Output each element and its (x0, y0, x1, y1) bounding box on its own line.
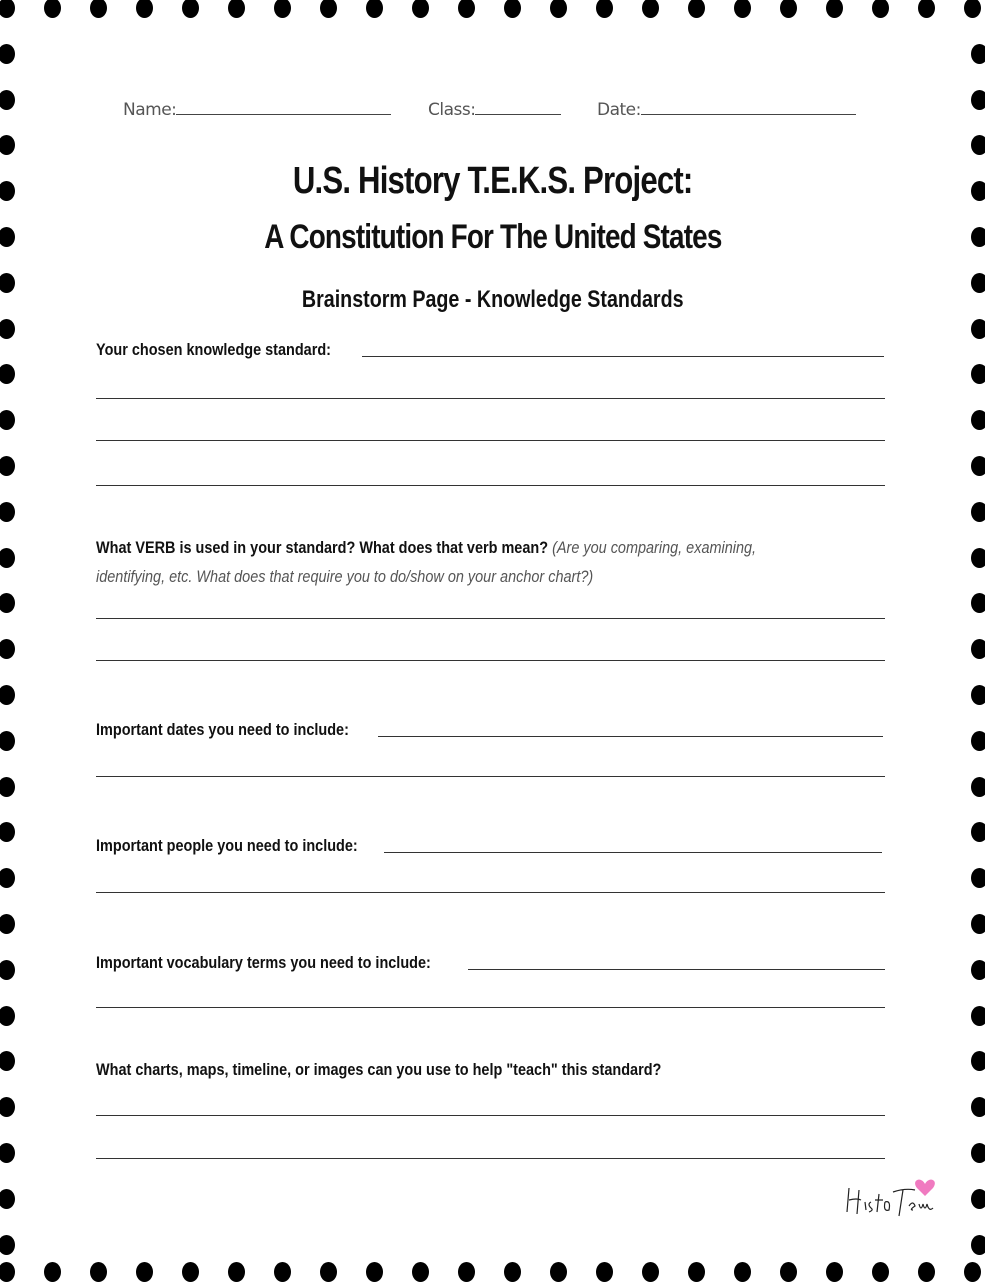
border-dot (688, 0, 705, 18)
border-dot (0, 731, 15, 751)
question-vocabulary: Important vocabulary terms you need to include: (96, 953, 431, 972)
border-dot (971, 960, 985, 980)
border-dot (780, 1262, 797, 1282)
border-dot (0, 44, 15, 64)
border-dot (0, 90, 15, 110)
border-dot (366, 1262, 383, 1282)
border-dot (971, 1235, 985, 1255)
border-dot (971, 44, 985, 64)
border-dot (971, 868, 985, 888)
border-dot (44, 1262, 61, 1282)
border-dot (971, 1143, 985, 1163)
border-dot (504, 0, 521, 18)
class-label: Class: (428, 100, 476, 120)
border-dot (971, 364, 985, 384)
answer-line[interactable] (384, 852, 882, 853)
border-dot (971, 1051, 985, 1071)
answer-line[interactable] (96, 892, 885, 893)
border-dot (366, 0, 383, 18)
histoteam-logo (835, 1172, 945, 1222)
border-dot (688, 1262, 705, 1282)
name-label: Name: (123, 100, 177, 120)
answer-line[interactable] (96, 618, 885, 619)
question-dates: Important dates you need to include: (96, 720, 349, 739)
section-title: Brainstorm Page - Knowledge Standards (301, 286, 684, 313)
border-dot (0, 410, 15, 430)
border-dot (872, 0, 889, 18)
border-dot (412, 0, 429, 18)
question-text: What VERB is used in your standard? What does that verb mean? (96, 538, 549, 557)
border-dot (0, 319, 15, 339)
answer-line[interactable] (362, 356, 884, 357)
border-dot (0, 1143, 15, 1163)
answer-line[interactable] (96, 1115, 885, 1116)
border-dot (44, 0, 61, 18)
border-dot (971, 135, 985, 155)
border-dot (136, 1262, 153, 1282)
border-dot (971, 410, 985, 430)
answer-line[interactable] (468, 969, 885, 970)
border-dot (0, 914, 15, 934)
border-dot (0, 548, 15, 568)
border-dot (971, 639, 985, 659)
border-dot (0, 1097, 15, 1117)
border-dot (0, 777, 15, 797)
border-dot (0, 1189, 15, 1209)
border-dot (0, 822, 15, 842)
border-dot (971, 731, 985, 751)
border-dot (228, 1262, 245, 1282)
question-hint: identifying, etc. What does that require you to do/show on your anchor chart?) (96, 567, 594, 586)
border-dot (0, 1051, 15, 1071)
border-dot (320, 1262, 337, 1282)
border-dot (504, 1262, 521, 1282)
border-dot (412, 1262, 429, 1282)
border-dot (0, 0, 15, 18)
answer-line[interactable] (96, 1007, 885, 1008)
border-dot (971, 685, 985, 705)
border-dot (458, 1262, 475, 1282)
border-dot (0, 1235, 15, 1255)
border-dot (0, 1006, 15, 1026)
border-dot (596, 1262, 613, 1282)
border-dot (136, 0, 153, 18)
date-label: Date: (597, 100, 641, 120)
class-field[interactable] (428, 100, 561, 120)
border-dot (971, 90, 985, 110)
border-dot (964, 1262, 981, 1282)
signature-logo-icon (835, 1172, 945, 1222)
border-dot (550, 1262, 567, 1282)
border-dot (550, 0, 567, 18)
border-dot (826, 1262, 843, 1282)
border-dot (964, 0, 981, 18)
answer-line[interactable] (96, 1158, 885, 1159)
border-dot (971, 777, 985, 797)
answer-line[interactable] (96, 660, 885, 661)
border-dot (826, 0, 843, 18)
border-dot (971, 319, 985, 339)
name-field[interactable] (123, 100, 391, 120)
border-dot (642, 1262, 659, 1282)
border-dot (918, 1262, 935, 1282)
border-dot (0, 364, 15, 384)
border-dot (734, 0, 751, 18)
border-dot (274, 0, 291, 18)
border-dot (228, 0, 245, 18)
border-dot (780, 0, 797, 18)
border-dot (971, 1006, 985, 1026)
border-dot (971, 1097, 985, 1117)
border-dot (918, 0, 935, 18)
border-dot (90, 0, 107, 18)
border-dot (872, 1262, 889, 1282)
border-dot (0, 1262, 15, 1282)
border-dot (971, 548, 985, 568)
border-dot (458, 0, 475, 18)
question-knowledge-standard: Your chosen knowledge standard: (96, 340, 331, 359)
border-dot (0, 456, 15, 476)
border-dot (0, 639, 15, 659)
border-dot (320, 0, 337, 18)
border-dot (0, 593, 15, 613)
answer-line[interactable] (378, 736, 883, 737)
border-dot (182, 1262, 199, 1282)
question-people: Important people you need to include: (96, 836, 358, 855)
answer-line[interactable] (96, 485, 885, 486)
border-dot (734, 1262, 751, 1282)
border-dot (971, 593, 985, 613)
question-verb (96, 538, 756, 558)
question-hint: (Are you comparing, examining, (552, 538, 757, 557)
page-title: U.S. History T.E.K.S. Project: (292, 160, 693, 202)
border-dot (971, 456, 985, 476)
border-dot (0, 502, 15, 522)
border-dot (971, 822, 985, 842)
border-dot (642, 0, 659, 18)
border-dot (0, 960, 15, 980)
border-dot (971, 914, 985, 934)
border-dot (596, 0, 613, 18)
border-dot (0, 685, 15, 705)
border-dot (274, 1262, 291, 1282)
border-dot (971, 502, 985, 522)
border-dot (182, 0, 199, 18)
border-dot (0, 868, 15, 888)
border-dot (90, 1262, 107, 1282)
question-visuals: What charts, maps, timeline, or images can you use to help "teach" this standard? (96, 1060, 662, 1079)
answer-line[interactable] (96, 776, 885, 777)
answer-line[interactable] (96, 398, 885, 399)
border-dot (0, 135, 15, 155)
page-subtitle: A Constitution For The United States (263, 218, 722, 256)
date-field[interactable] (597, 100, 856, 120)
border-dot (971, 1189, 985, 1209)
answer-line[interactable] (96, 440, 885, 441)
